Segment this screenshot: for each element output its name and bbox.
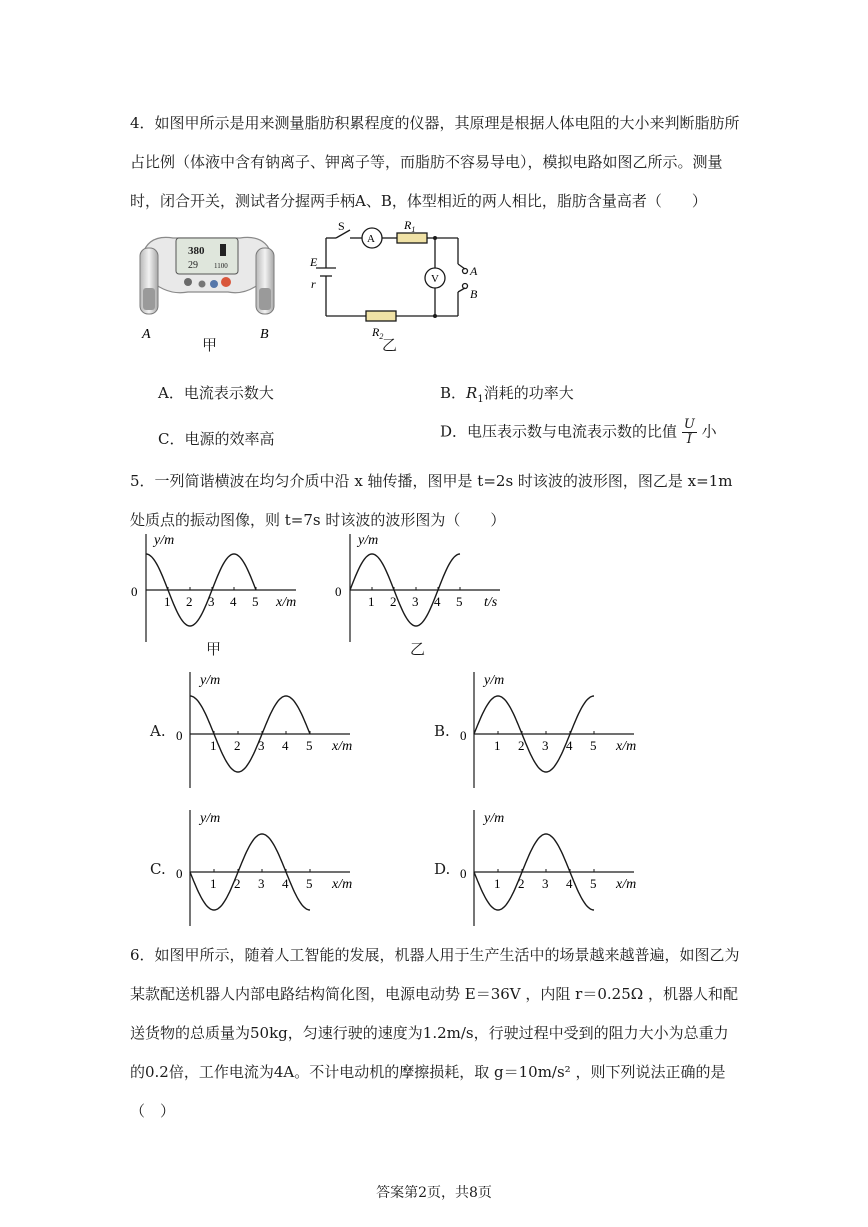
x-tick-label: 1 <box>210 738 217 753</box>
y-axis-label: y/m <box>358 533 379 548</box>
question-4-text: 4．如图甲所示是用来测量脂肪积累程度的仪器，其原理是根据人体电阻的大小来判断脂肪所占比例（体液中含有钠离子、钾离子等，而脂肪不容易导电），模拟电路如图乙所示。测量时，闭合开关，测试者分握两手柄A、B，体型相近的两人相比，脂肪含量高者（ ） <box>130 114 740 210</box>
y-axis-label: y/m <box>484 673 505 688</box>
device-handle-a-label: A <box>142 327 151 342</box>
figure-yi-caption: 乙 <box>382 336 398 354</box>
voltmeter-symbol: V <box>431 273 439 285</box>
internal-resistance-label: r <box>311 277 316 291</box>
graph-jia-waveform <box>126 530 316 645</box>
ratio-fraction: $\frac{U}{I}$ <box>683 417 695 447</box>
x-axis-label: x/m <box>276 595 297 610</box>
x-tick-label: 4 <box>230 594 237 609</box>
y-axis-label: y/m <box>484 811 505 826</box>
graph-yi-vibration <box>330 530 520 645</box>
page-footer: 答案第2页，共8页 <box>376 1185 492 1201</box>
device-display-value-1: 380 <box>188 245 205 257</box>
x-tick-label: 5 <box>590 738 597 753</box>
device-display-value-3: 1100 <box>214 262 228 270</box>
x-tick-label: 3 <box>208 594 215 609</box>
device-handle-b-label: B <box>260 327 269 342</box>
origin-label: 0 <box>460 728 467 743</box>
q5-choice-c-letter[interactable]: C. <box>150 860 166 878</box>
ammeter-symbol: A <box>367 233 375 245</box>
graph-jia-caption: 甲 <box>206 640 222 658</box>
q5-choice-b-graph[interactable] <box>454 668 654 790</box>
emf-label: E <box>310 255 318 269</box>
circuit-diagram <box>300 216 500 354</box>
q4-option-a[interactable]: A．电流表示数大 <box>158 384 274 402</box>
y-axis-label: y/m <box>154 533 175 548</box>
q5-choice-a-letter[interactable]: A. <box>150 722 166 740</box>
x-tick-label: 2 <box>234 738 241 753</box>
x-tick-label: 2 <box>518 876 525 891</box>
t-axis-label: t/s <box>484 595 498 610</box>
x-tick-label: 1 <box>164 594 171 609</box>
graph-yi-caption: 乙 <box>410 640 426 658</box>
x-tick-label: 1 <box>368 594 375 609</box>
x-axis-label: x/m <box>332 739 353 754</box>
origin-label: 0 <box>176 728 183 743</box>
q4-option-c[interactable]: C．电源的效率高 <box>158 430 275 448</box>
x-tick-label: 1 <box>494 738 501 753</box>
x-tick-label: 2 <box>186 594 193 609</box>
q5-choice-b-letter[interactable]: B. <box>434 722 450 740</box>
x-tick-label: 5 <box>456 594 463 609</box>
x-tick-label: 5 <box>306 738 313 753</box>
x-tick-label: 3 <box>412 594 419 609</box>
question-6-text: 6．如图甲所示，随着人工智能的发展，机器人用于生产生活中的场景越来越普遍，如图乙为某款配送机器人内部电路结构简化图，电源电动势 E＝36V ，内阻 r＝0.25Ω ，机器人和配送货物的总质量为50kg，匀速行驶的速度为1.2m/s，行驶过程中受到的阻力大小为总重力的0.2倍，工作电流为4A。不计电动机的摩擦损耗，取 g＝10m/s² ，则下列说法正确的是（ ） <box>130 946 740 1120</box>
origin-label: 0 <box>460 866 467 881</box>
resistor-r2-label: $R_2$ <box>372 325 384 341</box>
origin-label: 0 <box>176 866 183 881</box>
resistor-r1-label: $R_1$ <box>404 218 416 234</box>
x-axis-label: x/m <box>332 877 353 892</box>
x-axis-label: x/m <box>616 877 637 892</box>
x-tick-label: 4 <box>434 594 441 609</box>
x-tick-label: 3 <box>258 738 265 753</box>
x-tick-label: 3 <box>258 876 265 891</box>
q5-choice-d-graph[interactable] <box>454 806 654 928</box>
x-tick-label: 3 <box>542 738 549 753</box>
x-tick-label: 1 <box>210 876 217 891</box>
q5-choice-c-graph[interactable] <box>170 806 370 928</box>
x-tick-label: 4 <box>566 876 573 891</box>
question-5-text: 5．一列简谐横波在均匀介质中沿 x 轴传播，图甲是 t=2s 时该波的波形图，图乙是 x=1m 处质点的振动图像，则 t=7s 时该波的波形图为（ ） <box>130 472 733 529</box>
q5-choice-a-graph[interactable] <box>170 668 370 790</box>
x-tick-label: 4 <box>566 738 573 753</box>
x-tick-label: 1 <box>494 876 501 891</box>
x-tick-label: 3 <box>542 876 549 891</box>
x-tick-label: 5 <box>590 876 597 891</box>
x-tick-label: 2 <box>390 594 397 609</box>
q5-choice-d-letter[interactable]: D. <box>434 860 451 878</box>
y-axis-label: y/m <box>200 811 221 826</box>
x-axis-label: x/m <box>616 739 637 754</box>
figure-jia-caption: 甲 <box>202 336 218 354</box>
switch-label: S <box>338 219 345 233</box>
y-axis-label: y/m <box>200 673 221 688</box>
device-display-value-2: 29 <box>188 260 198 271</box>
origin-label: 0 <box>131 584 138 599</box>
x-tick-label: 5 <box>306 876 313 891</box>
q4-option-d[interactable]: D．电压表示数与电流表示数的比值 $\frac{U}{I}$ 小 <box>440 417 717 447</box>
terminal-b-label: B <box>470 287 478 301</box>
origin-label: 0 <box>335 584 342 599</box>
x-tick-label: 4 <box>282 738 289 753</box>
x-tick-label: 5 <box>252 594 259 609</box>
x-tick-label: 2 <box>234 876 241 891</box>
x-tick-label: 4 <box>282 876 289 891</box>
q4-option-b[interactable]: B．$R_1$消耗的功率大 <box>440 384 574 405</box>
x-tick-label: 2 <box>518 738 525 753</box>
terminal-a-label: A <box>470 264 478 278</box>
